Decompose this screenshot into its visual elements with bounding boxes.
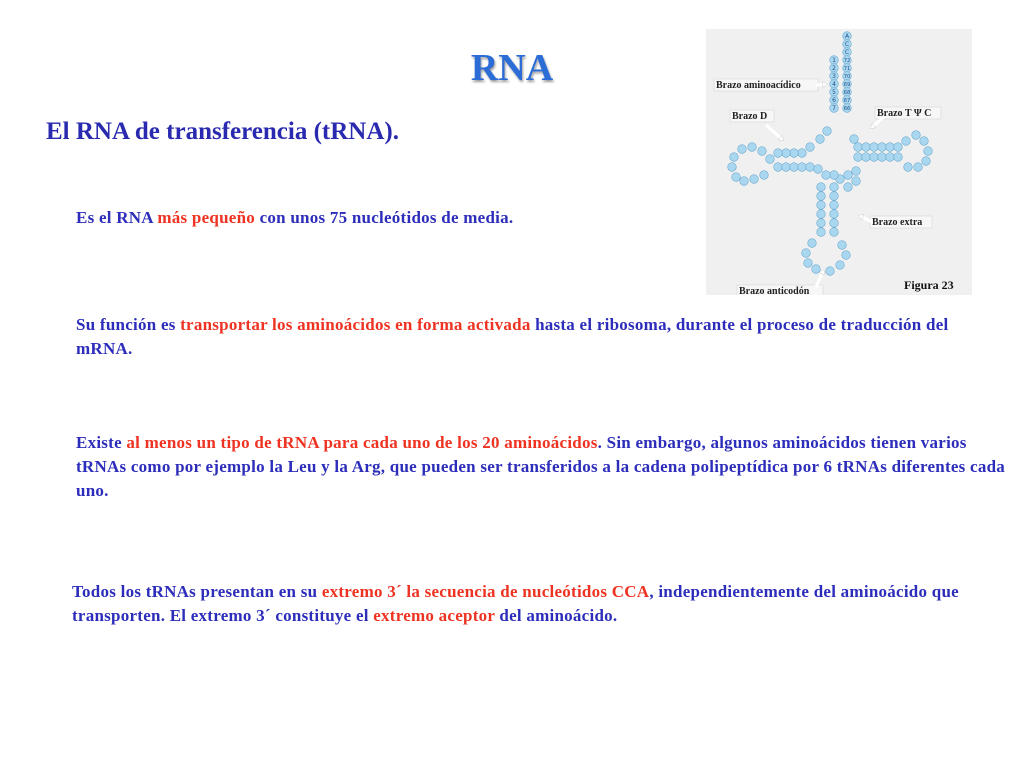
label-anticodon-arm: Brazo anticodón xyxy=(739,286,810,295)
nucleotide xyxy=(862,143,871,152)
body-text: Todos los tRNAs presentan en su xyxy=(72,582,322,601)
nucleotide xyxy=(817,201,826,210)
nucleotide xyxy=(740,177,749,186)
nucleotide xyxy=(774,163,783,172)
nucleotide xyxy=(843,88,852,97)
nucleotide xyxy=(782,149,791,158)
nucleotide xyxy=(830,72,839,81)
nucleotide xyxy=(790,163,799,172)
nucleotide xyxy=(830,171,839,180)
body-text: Existe xyxy=(76,433,127,452)
nucleotide xyxy=(878,153,887,162)
nucleotide-label: 67 xyxy=(843,98,851,105)
nucleotide xyxy=(802,249,811,258)
nucleotide xyxy=(838,241,847,250)
nucleotide xyxy=(912,131,921,140)
nucleotide xyxy=(750,175,759,184)
body-text: Es el RNA xyxy=(76,208,158,227)
nucleotide xyxy=(894,153,903,162)
nucleotide xyxy=(804,259,813,268)
highlighted-text: más pequeño xyxy=(157,208,256,227)
nucleotide-layer xyxy=(728,32,933,276)
figure-caption: Figura 23 xyxy=(904,278,954,292)
nucleotide xyxy=(843,72,852,81)
nucleotide-label: 6 xyxy=(832,97,836,105)
nucleotide xyxy=(850,135,859,144)
nucleotide xyxy=(760,171,769,180)
body-text: , independientemente del aminoácido que transporten. El extremo 3´ constituye el xyxy=(72,582,959,625)
paragraph-types xyxy=(76,431,1016,503)
nucleotide xyxy=(844,183,853,192)
highlighted-text: extremo 3´ la secuencia de nucleótidos CCA xyxy=(321,582,650,601)
nucleotide xyxy=(843,32,852,41)
highlighted-text: al menos un tipo de tRNA para cada uno de los 20 aminoácidos xyxy=(126,433,598,452)
nucleotide xyxy=(843,40,852,49)
nucleotide-label: 5 xyxy=(832,89,836,97)
nucleotide xyxy=(817,183,826,192)
nucleotide xyxy=(904,163,913,172)
highlighted-text: extremo aceptor xyxy=(373,606,495,625)
label-d-arm: Brazo D xyxy=(732,111,768,122)
nucleotide xyxy=(766,155,775,164)
nucleotide xyxy=(830,192,839,201)
nucleotide xyxy=(854,143,863,152)
nucleotide xyxy=(812,265,821,274)
nucleotide xyxy=(902,137,911,146)
nucleotide-label: 4 xyxy=(832,81,836,89)
paragraph-function xyxy=(76,313,976,361)
trna-cloverleaf-figure xyxy=(706,29,972,295)
nucleotide xyxy=(830,96,839,105)
nucleotide xyxy=(798,149,807,158)
nucleotide xyxy=(836,261,845,270)
arrow-acceptor-arm-head xyxy=(823,82,828,88)
nucleotide xyxy=(817,219,826,228)
nucleotide xyxy=(808,239,817,248)
nucleotide xyxy=(843,104,852,113)
nucleotide xyxy=(914,163,923,172)
nucleotide xyxy=(817,210,826,219)
nucleotide xyxy=(924,147,933,156)
nucleotide xyxy=(852,167,861,176)
nucleotide xyxy=(774,149,783,158)
nucleotide xyxy=(728,163,737,172)
nucleotide xyxy=(894,143,903,152)
body-text: . Sin embargo, algunos aminoácidos tienen varios tRNAs como por ejemplo la Leu y la Arg, que pueden ser transferidos a la cadena polipeptídica por 6 tRNAs diferentes cada uno. xyxy=(76,433,1006,500)
nucleotide xyxy=(886,143,895,152)
nucleotide xyxy=(843,64,852,73)
nucleotide xyxy=(790,149,799,158)
nucleotide xyxy=(816,135,825,144)
nucleotide-label: C xyxy=(844,49,850,57)
nucleotide xyxy=(843,56,852,65)
nucleotide xyxy=(758,147,767,156)
nucleotide xyxy=(852,177,861,186)
label-extra-arm: Brazo extra xyxy=(872,217,923,228)
nucleotide xyxy=(732,173,741,182)
nucleotide xyxy=(830,80,839,89)
nucleotide xyxy=(830,219,839,228)
nucleotide xyxy=(830,88,839,97)
nucleotide xyxy=(823,127,832,136)
nucleotide-label: 2 xyxy=(832,65,836,73)
nucleotide xyxy=(870,153,879,162)
body-text: del aminoácido. xyxy=(494,606,618,625)
nucleotide xyxy=(843,48,852,57)
nucleotide xyxy=(748,143,757,152)
nucleotide xyxy=(826,267,835,276)
paragraph-size xyxy=(76,206,696,230)
nucleotide xyxy=(822,171,831,180)
nucleotide xyxy=(830,183,839,192)
nucleotide xyxy=(854,153,863,162)
highlighted-text: transportar los aminoácidos en forma activada xyxy=(180,315,531,334)
nucleotide-label: 71 xyxy=(843,66,851,73)
nucleotide xyxy=(922,157,931,166)
nucleotide xyxy=(830,210,839,219)
nucleotide-label: 66 xyxy=(843,106,851,113)
nucleotide-label: 3 xyxy=(832,73,836,81)
paragraph-cca-end xyxy=(72,580,1012,628)
nucleotide xyxy=(843,96,852,105)
label-t-arm: Brazo T Ψ C xyxy=(877,108,932,119)
nucleotide xyxy=(830,64,839,73)
nucleotide xyxy=(844,171,853,180)
nucleotide xyxy=(920,137,929,146)
nucleotide xyxy=(782,163,791,172)
nucleotide-label: 72 xyxy=(843,58,851,65)
nucleotide xyxy=(830,201,839,210)
body-text: con unos 75 nucleótidos de media. xyxy=(255,208,514,227)
nucleotide xyxy=(817,228,826,237)
nucleotide xyxy=(806,143,815,152)
slide-title: RNA xyxy=(470,47,554,89)
nucleotide-label: C xyxy=(844,41,850,49)
nucleotide xyxy=(830,104,839,113)
nucleotide-label: 68 xyxy=(843,90,851,97)
nucleotide xyxy=(817,192,826,201)
nucleotide xyxy=(862,153,871,162)
nucleotide xyxy=(806,163,815,172)
nucleotide xyxy=(730,153,739,162)
nucleotide xyxy=(738,145,747,154)
nucleotide xyxy=(842,251,851,260)
nucleotide xyxy=(886,153,895,162)
nucleotide-label: A xyxy=(844,33,850,41)
nucleotide xyxy=(830,56,839,65)
body-text: Su función es xyxy=(76,315,181,334)
label-acceptor-arm: Brazo aminoacídico xyxy=(716,80,801,91)
nucleotide xyxy=(843,80,852,89)
nucleotide xyxy=(814,165,823,174)
nucleotide xyxy=(798,163,807,172)
slide-subtitle: El RNA de transferencia (tRNA). xyxy=(46,118,399,145)
nucleotide-label: 70 xyxy=(843,74,851,81)
body-text: hasta el ribosoma, durante el proceso de traducción del mRNA. xyxy=(76,315,949,358)
nucleotide xyxy=(870,143,879,152)
nucleotide-label: 1 xyxy=(832,57,836,65)
nucleotide-label: 7 xyxy=(832,105,836,113)
nucleotide-label: 69 xyxy=(843,82,851,89)
nucleotide xyxy=(878,143,887,152)
nucleotide xyxy=(830,228,839,237)
